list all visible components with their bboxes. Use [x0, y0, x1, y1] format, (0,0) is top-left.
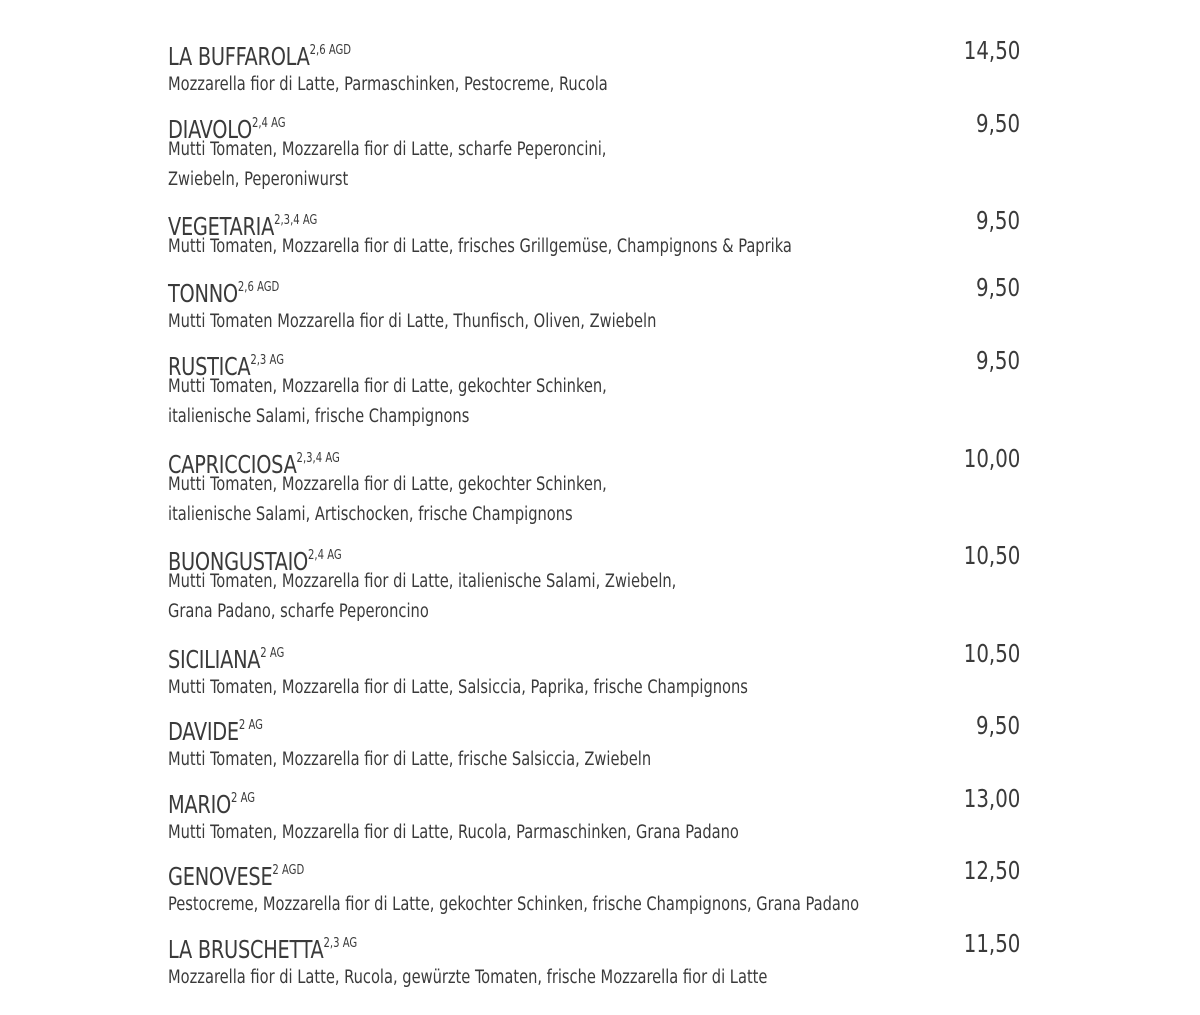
item-name: $DAVIDE^{2 AG}$ — [168, 717, 263, 746]
menu-item-diavolo — [168, 107, 1020, 195]
item-price: 9,50 — [975, 206, 1020, 235]
allergen-codes: 2,4 AG — [308, 548, 342, 563]
item-description: Mutti Tomaten, Mozzarella fior di Latte, gekochter Schinken, italienische Salami, Artischocken, frische Champignons — [168, 474, 607, 525]
item-name: $CAPRICCIOSA^{2,3,4 AG}$ — [168, 450, 340, 479]
menu-item-siciliana — [168, 637, 1020, 703]
item-name: $MARIO^{2 AG}$ — [168, 790, 256, 819]
item-description: Mutti Tomaten, Mozzarella fior di Latte, frisches Grillgemüse, Champignons & Paprika — [168, 236, 792, 257]
menu-item-vegetaria — [168, 204, 1020, 262]
item-description: Mutti Tomaten, Mozzarella fior di Latte, frische Salsiccia, Zwiebeln — [168, 749, 652, 770]
allergen-codes: 2 AG — [238, 718, 263, 733]
item-price: 9,50 — [975, 711, 1020, 740]
allergen-codes: 2,3 AG — [323, 936, 358, 951]
item-price: 13,00 — [963, 784, 1020, 813]
menu-item-buongustaio — [168, 539, 1020, 627]
menu-item-genovese — [168, 854, 1020, 920]
allergen-codes: 2,6 AGD — [237, 280, 280, 295]
item-name: $GENOVESE^{2 AGD}$ — [168, 862, 305, 891]
item-name: LA $BUFFAROLA^{2,6 AGD}$ — [168, 42, 352, 71]
menu-item-tonno — [168, 271, 1020, 337]
item-description: Mutti Tomaten, Mozzarella fior di Latte, Rucola, Parmaschinken, Grana Padano — [168, 822, 739, 843]
item-price: 9,50 — [975, 109, 1020, 138]
allergen-codes: 2,3 AG — [250, 353, 284, 368]
menu-item-la-bruschetta — [168, 927, 1020, 993]
item-price: 9,50 — [975, 346, 1020, 375]
item-price: 10,50 — [963, 639, 1020, 668]
item-price: 14,50 — [963, 36, 1020, 65]
item-name: $SICILIANA^{2 AG}$ — [168, 645, 285, 674]
item-price: 9,50 — [975, 273, 1020, 302]
item-description: Mozzarella fior di Latte, Rucola, gewürzte Tomaten, frische Mozzarella fior di Latte — [168, 967, 768, 988]
item-description: Mutti Tomaten, Mozzarella fior di Latte, italienische Salami, Zwiebeln, Grana Padano, scharfe Peperoncino — [168, 571, 677, 622]
allergen-codes: 2 AG — [230, 791, 256, 806]
item-description: Mozzarella fior di Latte, Parmaschinken, Pestocreme, Rucola — [168, 74, 608, 95]
item-name: $VEGETARIA^{2,3,4 AG}$ — [168, 212, 318, 241]
menu-item-rustica — [168, 344, 1020, 432]
allergen-codes: 2,3,4 AG — [296, 451, 340, 466]
item-description: Pestocreme, Mozzarella fior di Latte, gekochter Schinken, frische Champignons, Grana Padano — [168, 894, 860, 915]
item-price: 11,50 — [963, 929, 1020, 958]
item-name: $TONNO^{2,6 AGD}$ — [168, 279, 280, 308]
allergen-codes: 2 AG — [260, 646, 285, 661]
item-description: Mutti Tomaten Mozzarella fior di Latte, Thunfisch, Oliven, Zwiebeln — [168, 311, 657, 332]
item-description: Mutti Tomaten, Mozzarella fior di Latte, gekochter Schinken, italienische Salami, frische Champignons — [168, 376, 607, 427]
menu-item-davide — [168, 709, 1020, 775]
item-name: $RUSTICA^{2,3 AG}$ — [168, 352, 284, 381]
allergen-codes: 2,4 AG — [251, 116, 286, 131]
item-price: 10,50 — [963, 541, 1020, 570]
allergen-codes: 2,6 AGD — [309, 43, 352, 58]
item-description: Mutti Tomaten, Mozzarella fior di Latte, scharfe Peperoncini, Zwiebeln, Peperoniwurst — [168, 139, 607, 190]
item-price: 12,50 — [963, 856, 1020, 885]
item-name: $DIAVOLO^{2,4 AG}$ — [168, 115, 286, 144]
item-price: 10,00 — [963, 444, 1020, 473]
allergen-codes: 2,3,4 AG — [274, 213, 318, 228]
item-name: $BUONGUSTAIO^{2,4 AG}$ — [168, 547, 342, 576]
menu-item-capricciosa — [168, 442, 1020, 530]
item-description: Mutti Tomaten, Mozzarella fior di Latte, Salsiccia, Paprika, frische Champignons — [168, 677, 748, 698]
menu-item-la-buffarola — [168, 34, 1020, 100]
menu-item-mario — [168, 782, 1020, 848]
item-name: LA $BRUSCHETTA^{2,3 AG}$ — [168, 935, 358, 964]
allergen-codes: 2 AGD — [272, 863, 305, 878]
